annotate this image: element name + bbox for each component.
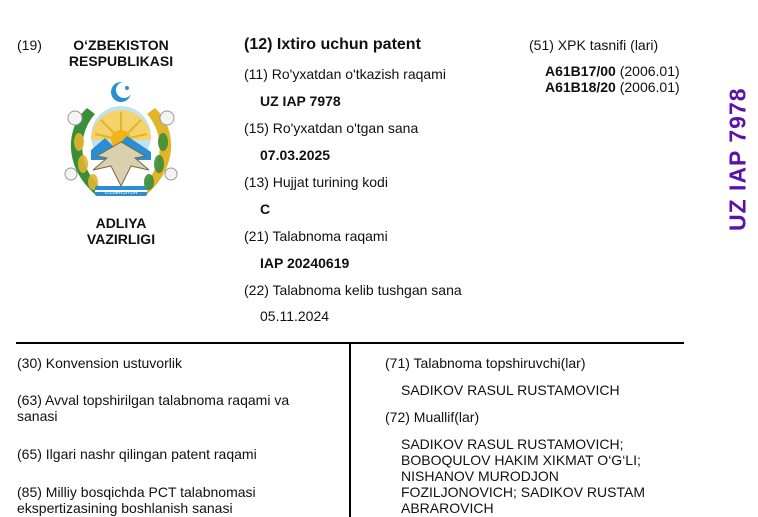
earlier-application-field (17, 392, 289, 424)
ministry-line-2: VAZIRLIGI (86, 231, 156, 247)
side-document-id: UZ IAP 7978 (724, 87, 751, 231)
state-emblem-icon (57, 78, 185, 206)
earlier-patent-field: (65) Ilgari nashr qilingan patent raqami (17, 446, 257, 462)
applicant-value: SADIKOV RASUL RUSTAMOVICH (401, 382, 620, 398)
document-title: (12) Ixtiro uchun patent (244, 36, 421, 53)
emblem-ribbon-text: O'ZBEKISTON (104, 190, 138, 196)
authors-line-3: NISHANOV MURODJON (401, 468, 559, 484)
pct-field (17, 484, 256, 516)
app-date-value: 05.11.2024 (260, 308, 330, 324)
doc-code-label: (13) Hujjat turining kodi (244, 174, 388, 190)
inid-code-19: (19) (17, 37, 42, 53)
authors-value (401, 436, 645, 516)
reg-date-label: (15) Ro'yxatdan o'tgan sana (244, 120, 419, 136)
section-divider-vertical (349, 342, 351, 517)
reg-date-value: 07.03.2025 (260, 147, 331, 163)
pct-line-2: ekspertizasining boshlanish sanasi (17, 500, 233, 516)
country-line-1: O‘ZBEKISTON (73, 37, 169, 53)
reg-number-value: UZ IAP 7978 (260, 93, 341, 109)
doc-code-value: C (260, 201, 271, 217)
earlier-application-line-2: sanasi (17, 408, 58, 424)
state-emblem (57, 78, 185, 206)
classification-item (545, 79, 680, 95)
app-number-label: (21) Talabnoma raqami (244, 228, 388, 244)
priority-field: (30) Konvension ustuvorlik (17, 355, 182, 371)
ministry-name (60, 215, 182, 247)
app-date-label: (22) Talabnoma kelib tushgan sana (244, 282, 462, 298)
authors-line-5: ABRAROVICH (401, 500, 494, 516)
app-number-value: IAP 20240619 (260, 255, 350, 271)
pct-line-1: (85) Milliy bosqichda PCT talabnomasi (17, 484, 256, 500)
authors-label: (72) Muallif(lar) (385, 409, 480, 425)
applicant-label: (71) Talabnoma topshiruvchi(lar) (385, 355, 586, 371)
authors-line-2: BOBOQULOV HAKIM XIKMAT O‘G‘LI; (401, 452, 641, 468)
classification-item (545, 63, 680, 79)
earlier-application-line-1: (63) Avval topshirilgan talabnoma raqami va (17, 392, 290, 408)
classification-year: (2006.01) (619, 63, 680, 79)
classification-code: A61B18/20 (545, 79, 616, 95)
classification-label: (51) XPK tasnifi (lari) (529, 37, 659, 53)
country-line-2: RESPUBLIKASI (68, 53, 174, 69)
authors-line-4: FOZILJONOVICH; SADIKOV RUSTAM (401, 484, 645, 500)
ministry-line-1: ADLIYA (95, 215, 147, 231)
reg-number-label: (11) Ro'yxatdan o'tkazish raqami (244, 66, 446, 82)
authors-line-1: SADIKOV RASUL RUSTAMOVICH; (401, 436, 624, 452)
classification-year: (2006.01) (619, 79, 680, 95)
classification-code: A61B17/00 (545, 63, 616, 79)
country-name (60, 37, 182, 69)
